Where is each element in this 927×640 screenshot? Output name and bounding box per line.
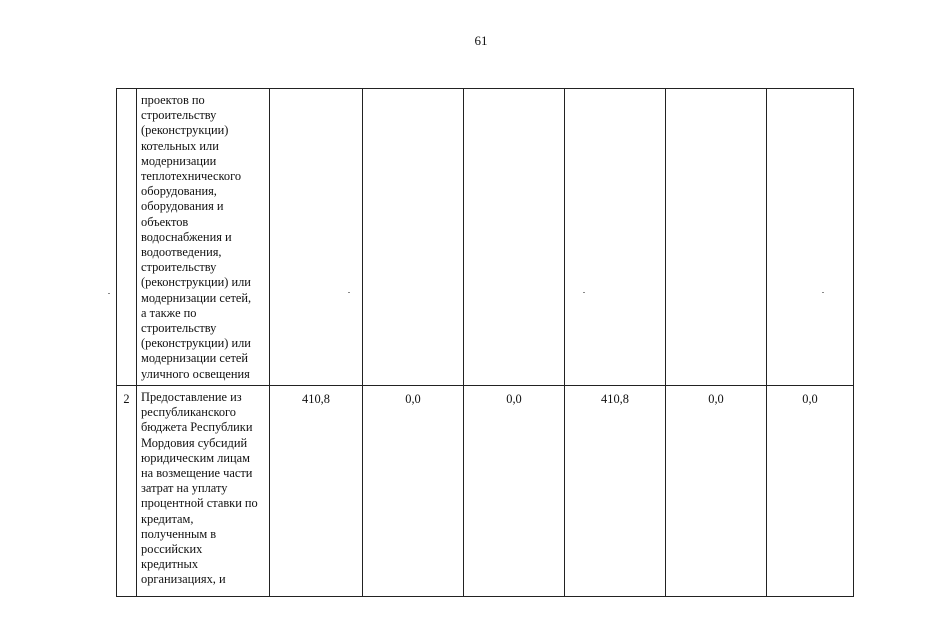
description-line: российских (141, 542, 203, 557)
description-line: республиканского (141, 405, 236, 420)
description-line: модернизации сетей, (141, 290, 252, 305)
value-cell: 410,8 (565, 386, 666, 597)
description-cell (137, 386, 270, 597)
description-line: (реконструкции) или (141, 336, 251, 351)
value-cell: 0,0 (767, 386, 854, 597)
description-line: строительству (141, 260, 217, 275)
description-line: затрат на уплату (141, 481, 228, 496)
description-line: модернизации (141, 153, 217, 168)
description-line: строительству (141, 321, 217, 336)
value-cell (767, 89, 854, 386)
scan-speck (108, 293, 110, 294)
table-row (117, 89, 854, 386)
description-line: кредитам, (141, 511, 194, 526)
description-line: водоснабжения и (141, 229, 232, 244)
value-cell (464, 89, 565, 386)
description-line: модернизации сетей (141, 351, 249, 366)
row-number-cell (117, 89, 137, 386)
value-cell: 0,0 (666, 386, 767, 597)
scan-speck (348, 292, 350, 293)
budget-table (116, 88, 854, 597)
description-cell (137, 89, 270, 386)
scan-speck (822, 292, 824, 293)
value-cell (270, 89, 363, 386)
value-cell: 410,8 (270, 386, 363, 597)
description-line: оборудования и (141, 199, 224, 214)
description-line: (реконструкции) (141, 123, 229, 138)
page-number: 61 (474, 33, 488, 48)
description-line: водоотведения, (141, 245, 222, 260)
scan-speck (583, 292, 585, 293)
description-line: юридическим лицам (141, 450, 250, 465)
description-line: строительству (141, 108, 217, 123)
description-line: теплотехнического (141, 169, 242, 184)
description-line: проектов по (141, 93, 205, 107)
description-line: организациях, и (141, 572, 226, 587)
description-line: объектов (141, 214, 189, 229)
description-line: на возмещение части (141, 466, 253, 481)
description-line: Мордовия субсидий (141, 435, 248, 450)
table-row (117, 386, 854, 597)
value-cell (363, 89, 464, 386)
description-line: полученным в (141, 526, 217, 541)
description-line: бюджета Республики (141, 420, 253, 435)
value-cell: 0,0 (464, 386, 565, 597)
description-line: процентной ставки по (141, 496, 258, 511)
value-cell (666, 89, 767, 386)
row-number-cell: 2 (117, 386, 137, 597)
description-line: кредитных (141, 557, 199, 572)
description-line: оборудования, (141, 184, 217, 199)
description-line: а также по (141, 305, 197, 320)
description-line: котельных или (141, 138, 219, 153)
value-cell: 0,0 (363, 386, 464, 597)
value-cell (565, 89, 666, 386)
description-line: (реконструкции) или (141, 275, 251, 290)
description-line: уличного освещения (141, 366, 250, 381)
description-line: Предоставление из (141, 390, 242, 404)
